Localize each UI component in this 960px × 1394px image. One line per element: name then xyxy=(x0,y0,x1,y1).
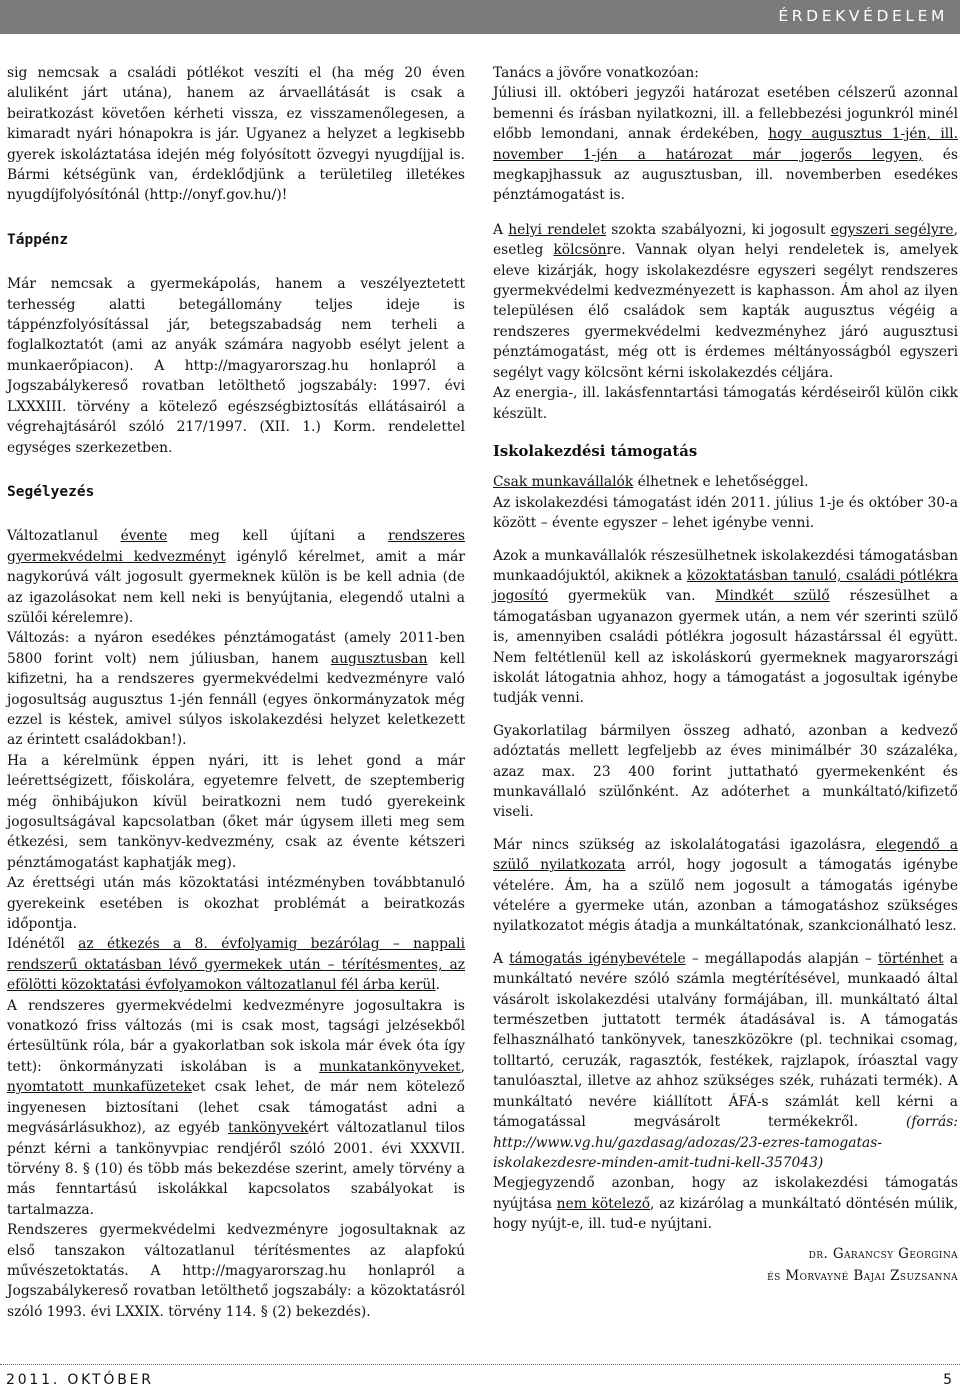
paragraph: Változatlanul évente meg kell újítani a rendszeres gyermekvédelmi kedvezményt igénylő kérelmet, amit a már nagykorúvá vált jogosult gyermeknek külön is be kell adnia (de az igazolásokat nem kell neki is benyújtania, elegendő utalni a szülői kérelemre). xyxy=(7,528,465,626)
heading-segelyezes: Segélyezés xyxy=(7,483,95,500)
heading-tappenz: Táppénz xyxy=(7,231,69,248)
author-1: dr. Garancsy Georgina xyxy=(808,1245,958,1262)
left-column xyxy=(7,63,465,1322)
paragraph: A helyi rendelet szokta szabályozni, ki jogosult egyszeri segélyre, esetleg kölcsönre. Vannak olyan helyi rendeletek is, amelyek eleve kizárják, hogy iskolakezdésre egyszeri segélyt rendszeres gyermekvédelmi kedvezményezett is kaphasson. Ám ahol az ilyen településen élő családok sem kapták augusztus végéig a rendszeres gyermekvédelmi kedvezményhez járó augusztusi pénztámogatást, még ott is érdemes méltányosságból egyszeri segélyt vagy kölcsönt kérni iskolakezdés céljára. xyxy=(493,221,958,381)
paragraph: Már nincs szükség az iskolalátogatási igazolásra, elegendő a szülő nyilatkozata arról, hogy jogosult a támogatás igénybe vételére. Ám, ha a szülő nem jogosult a támogatás igénybe vételére a gyermeke után, azonban a támogatáshoz szükséges nyilatkozatot mégis átadja a munkáltatónak, szankcionálható lesz. xyxy=(493,836,959,935)
issue-date: 2011. OKTÓBER xyxy=(6,1372,154,1388)
paragraph: Rendszeres gyermekvédelmi kedvezményre jogosultaknak az első tanszakon változatlanul térítésmentes az alapfokú művészetoktatás. A http://magyarorszag.hu honlapról a Jogszabálykereső rovatban letölthető jogszabály: a közoktatásról szóló 1993. évi LXXIX. törvény 114. § (2) bekezdés). xyxy=(7,1222,465,1320)
paragraph: Az energia-, ill. lakásfenntartási támogatás kérdéseiről külön cikk készült. xyxy=(493,385,958,422)
paragraph: Gyakorlatilag bármilyen összeg adható, azonban a kedvező adóztatás mellett legfeljebb az éves minimálbér 30 százaléka, azaz max. 23 400 forint juttatható gyermekenként és munkavállaló szülőnként. Az adóterhet a munkáltató/kifizető viseli. xyxy=(493,722,958,821)
paragraph: sig nemcsak a családi pótlékot veszíti el (ha még 20 éven aluliként járt utána), hanem az árvaellátását is csak a beiratkozást követően kérheti vissza, ez visszamenőlegesen, a kimaradt nyári hónapokra is jár. Ugyanez a helyzet a legkisebb gyerek iskoláztatása idején még folyósított özvegyi nyugdíjjal is. Bármi kétségünk van, érdeklődjünk a területileg illetékes nyugdíjfolyósítónál (http://onyf.gov.hu/)! xyxy=(7,65,465,204)
paragraph: Csak munkavállalók élhetnek e lehetőséggel. xyxy=(493,474,809,491)
section-title: ÉRDEKVÉDELEM xyxy=(778,7,948,25)
advice-label: Tanács a jövőre vonatkozóan: xyxy=(493,65,699,81)
paragraph: Idénétől az étkezés a 8. évfolyamig bezárólag – nappali rendszerű oktatásban lévő gyermekek után – térítésmentes, az efölötti közoktatási évfolyamokon változatlanul fél árba kerül. xyxy=(7,936,465,994)
right-column xyxy=(493,63,958,1287)
paragraph: Azok a munkavállalók részesülhetnek iskolakezdési támogatásban munkaadójuktól, akiknek a közoktatásban tanuló, családi pótlékra jogosító gyermekük van. Mindkét szülő részesülhet a támogatásban ugyanazon gyermek után, a nem vér szerinti szülő is, amennyiben családi pótlékra jogosult házastárssal él együtt. Nem feltétlenül kell az iskoláskorú gyermeknek magyarországi iskolát látogatnia ahhoz, hogy a támogatást a jogosultak igénybe tudják venni. xyxy=(493,547,958,707)
paragraph: Változás: a nyáron esedékes pénztámogatást (amely 2011-ben 5800 forint volt) nem júliusban, hanem augusztusban kell kifizetni, ha a rendszeres gyermekvédelmi kedvezményre való jogosultság augusztus 1-jén fennáll (egyes önkormányzatok még ezzel is késtek, amivel súlyos iskolakezdési helyzet keletkezett az érintett családokban!). xyxy=(7,630,465,749)
paragraph: Az iskolakezdési támogatást idén 2011. július 1-je és október 30-a között – évente egyszer – lehet igénybe venni. xyxy=(493,494,958,532)
paragraph: Megjegyzendő azonban, hogy az iskolakezdési támogatás nyújtása nem kötelező, az kizárólag a munkáltató döntésén múlik, hogy nyújt-e, ill. tud-e nyújtani. xyxy=(493,1175,958,1233)
paragraph: Az érettségi után más közoktatási intézményben továbbtanuló gyerekeink esetében is okozhat problémát a beiratkozás időpontja. xyxy=(7,875,465,933)
paragraph: Már nemcsak a gyermekápolás, hanem a veszélyeztetett terhesség alatti betegállomány teljes ideje is táppénzfolyósítással jár, betegszabadság nem terheli a foglalkoztatót (ami az anyák számára nagyobb esélyt jelent a munkaerőpiacon). A http://magyarorszag.hu honlapról a Jogszabálykereső rovatban letölthető jogszabály: 1997. évi LXXXIII. törvény a kötelező egészségbiztosítás ellátásairól a végrehajtásáról szóló 217/1997. (XII. 1.) Korm. rendelettel egységes szerkezetben. xyxy=(7,276,465,456)
footer-divider xyxy=(0,1364,960,1365)
author-signature xyxy=(493,1243,958,1287)
paragraph: A rendszeres gyermekvédelmi kedvezményre jogosultakra is vonatkozó friss változás (mi is csak most, tagsági jelzésekből értesültünk róla, bár a gyakorlatban sok iskola már évek óta így tett): önkormányzati iskolában is a munkatankönyveket, nyomtatott munkafüzeteket csak lehet, de már nem kötelező ingyenesen biztosítani (lehet csak támogatást adni a megvásárlásukhoz), az egyéb tankönyvekért változatlanul tilos pénzt kérni a tankönyvpiac rendjéről szóló 2001. évi XXXVII. törvény 8. § (10) és több más bekezdése szerint, amely törvény a más fenntartású iskolákkal kapcsolatos szabályokat is tartalmazza. xyxy=(7,997,466,1218)
author-2: és Morvayné Bajai Zsuzsanna xyxy=(767,1267,958,1284)
page-number: 5 xyxy=(943,1372,952,1388)
paragraph: A támogatás igénybevétele – megállapodás alapján – történhet a munkáltató nevére szóló számla megtérítésével, munkaadó által vásárolt iskolakezdési utalvány formájában, ill. munkáltató által természetben juttatott termék átadásával is. A támogatás felhasználható tankönyvek, taneszközökre (pl. technikai csomag, tolltartó, ceruzák, ragasztók, festékek, rajzlapok, íróasztal vagy tanulóasztal, illetve az ahhoz szükséges szék, ruházati termék). A munkáltató nevére kiállított ÁFÁ-s számlát kell kérni a támogatással megvásárolt termékekről. (forrás: http://www.vg.hu/gazdasag/adozas/23-ezres-tamogatas-iskolakezdesre-minden-amit-tudni-kell-357043) xyxy=(493,950,958,1171)
paragraph: Júliusi ill. októberi jegyzői határozat esetében célszerű azonnal bemenni és írásban nyilatkozni, ill. a fellebbezési jogunkról minél előbb lemondani, annak érdekében, hogy augusztus 1-jén, ill. november 1-jén a határozat már jogerős legyen, és megkapjhassuk az augusztusban, ill. novemberben esedékes pénztámogatást is. xyxy=(493,85,958,204)
header-bar xyxy=(0,0,960,34)
paragraph: Ha a kérelmünk éppen nyári, itt is lehet gond a már leérettségizett, főiskolára, egyetemre felvett, de szeptemberig még önhibájukon kívül beiratkozni nem tudó gyerekeink jogosultságával kapcsolatban (őket már úgysem illeti meg sem étkezési, sem tankönyv-kedvezmény, csak az évente kétszeri pénztámogatást kaphatják meg). xyxy=(7,752,465,871)
heading-iskolakezdesi: Iskolakezdési támogatás xyxy=(493,442,698,460)
